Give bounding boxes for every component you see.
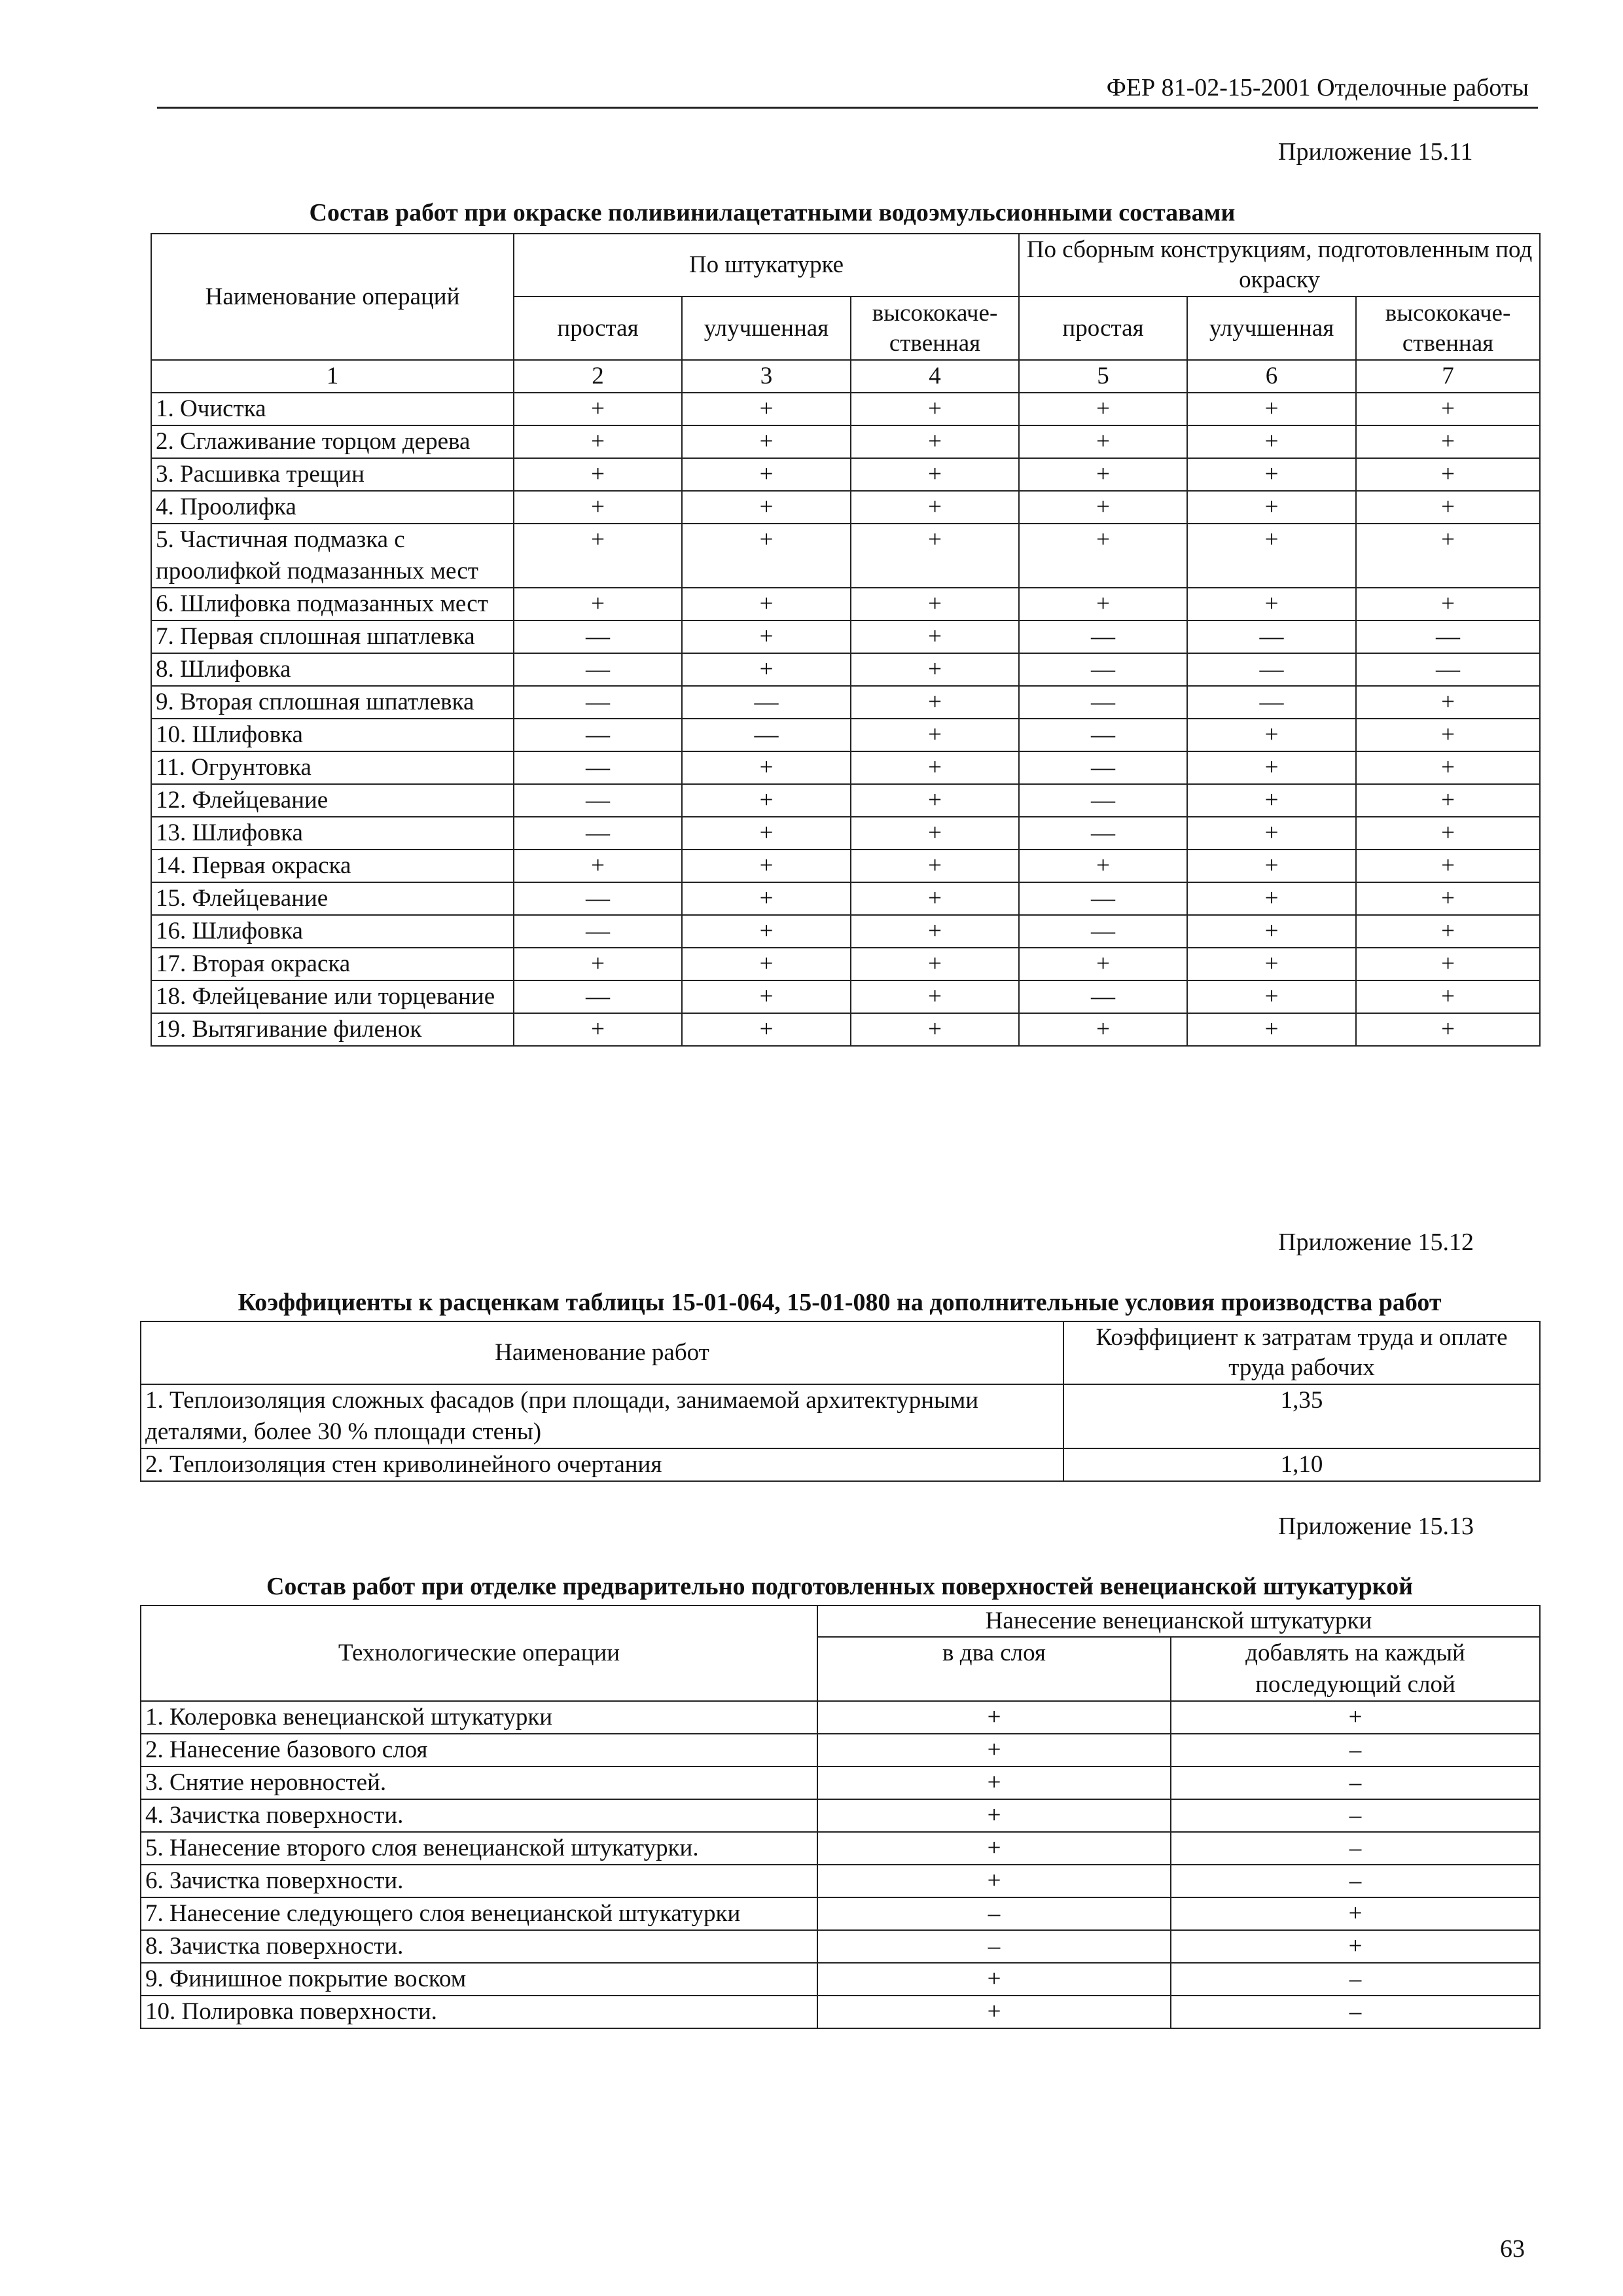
mark-cell: + <box>851 393 1019 425</box>
table-row <box>151 882 1540 915</box>
mark-cell: + <box>1356 850 1540 882</box>
mark-cell: — <box>1019 620 1187 653</box>
table-15-12 <box>140 1321 1541 1482</box>
mark-cell: + <box>1187 980 1356 1013</box>
col-group-prefab: По сборным конструкциям, подготовленным под окраску <box>1019 234 1540 296</box>
operation-name: 6. Шлифовка подмазанных мест <box>151 588 514 620</box>
mark-cell: + <box>851 524 1019 588</box>
mark-cell: + <box>1187 784 1356 817</box>
mark-cell: — <box>1187 686 1356 719</box>
mark-cell: + <box>1019 850 1187 882</box>
operation-name: 3. Снятие неровностей. <box>141 1767 817 1799</box>
table-row <box>151 686 1540 719</box>
operation-name: 4. Зачистка поверхности. <box>141 1799 817 1832</box>
mark-cell: + <box>851 817 1019 850</box>
mark-cell: + <box>1187 425 1356 458</box>
work-name: 2. Теплоизоляция стен криволинейного очертания <box>141 1448 1063 1481</box>
table-row <box>151 784 1540 817</box>
mark-cell: — <box>514 915 682 948</box>
mark-cell: + <box>851 1013 1019 1046</box>
mark-cell: + <box>1019 524 1187 588</box>
mark-cell: + <box>1019 425 1187 458</box>
operation-name: 3. Расшивка трещин <box>151 458 514 491</box>
table-15-11 <box>151 233 1541 1047</box>
table-15-11-caption: Состав работ при окраске поливинилацетатными водоэмульсионными составами <box>309 199 1236 226</box>
operation-name: 9. Вторая сплошная шпатлевка <box>151 686 514 719</box>
mark-cell: — <box>514 980 682 1013</box>
mark-cell: — <box>1356 653 1540 686</box>
mark-cell: + <box>1187 915 1356 948</box>
mark-cell: + <box>1356 588 1540 620</box>
mark-cell: + <box>1171 1897 1540 1930</box>
table-row <box>141 1701 1540 1734</box>
table-row <box>141 1996 1540 2028</box>
mark-cell: + <box>514 588 682 620</box>
table-row <box>151 620 1540 653</box>
header-divider <box>157 107 1538 109</box>
mark-cell: — <box>1187 653 1356 686</box>
column-number: 6 <box>1187 360 1356 393</box>
operation-name: 4. Проолифка <box>151 491 514 524</box>
mark-cell: + <box>682 620 851 653</box>
operation-name: 12. Флейцевание <box>151 784 514 817</box>
mark-cell: — <box>1019 882 1187 915</box>
table-15-13-caption: Состав работ при отделке предварительно подготовленных поверхностей венецианской штукатуркой <box>266 1573 1414 1600</box>
mark-cell: + <box>1187 1013 1356 1046</box>
mark-cell: – <box>1171 1767 1540 1799</box>
mark-cell: – <box>1171 1963 1540 1996</box>
table-15-13 <box>140 1605 1541 2029</box>
mark-cell: + <box>682 882 851 915</box>
mark-cell: — <box>1187 620 1356 653</box>
mark-cell: — <box>1019 751 1187 784</box>
mark-cell: + <box>851 980 1019 1013</box>
mark-cell: + <box>514 524 682 588</box>
mark-cell: — <box>514 751 682 784</box>
table-row <box>141 1448 1540 1481</box>
mark-cell: — <box>1019 980 1187 1013</box>
mark-cell: + <box>851 653 1019 686</box>
table-row <box>141 1963 1540 1996</box>
mark-cell: + <box>817 1865 1171 1897</box>
mark-cell: – <box>817 1930 1171 1963</box>
page-number: 63 <box>1500 2235 1525 2263</box>
operation-name: 8. Шлифовка <box>151 653 514 686</box>
mark-cell: + <box>851 588 1019 620</box>
mark-cell: + <box>682 850 851 882</box>
col-header-tech-operations: Технологические операции <box>141 1605 817 1701</box>
table-row <box>151 524 1540 588</box>
mark-cell: + <box>851 686 1019 719</box>
mark-cell: — <box>514 882 682 915</box>
mark-cell: + <box>817 1832 1171 1865</box>
mark-cell: + <box>1187 850 1356 882</box>
subheader-two-layers: в два слоя <box>817 1637 1171 1701</box>
mark-cell: + <box>1187 588 1356 620</box>
mark-cell: + <box>1356 784 1540 817</box>
mark-cell: + <box>1356 882 1540 915</box>
coefficient-value: 1,35 <box>1063 1384 1540 1448</box>
mark-cell: + <box>1187 524 1356 588</box>
column-number: 7 <box>1356 360 1540 393</box>
col-header-works: Наименование работ <box>141 1321 1063 1384</box>
mark-cell: + <box>1356 1013 1540 1046</box>
mark-cell: + <box>1356 393 1540 425</box>
mark-cell: + <box>817 1996 1171 2028</box>
mark-cell: + <box>851 882 1019 915</box>
mark-cell: – <box>1171 1996 1540 2028</box>
mark-cell: + <box>1356 980 1540 1013</box>
operation-name: 13. Шлифовка <box>151 817 514 850</box>
mark-cell: + <box>851 719 1019 751</box>
mark-cell: — <box>514 620 682 653</box>
mark-cell: + <box>682 751 851 784</box>
mark-cell: + <box>682 980 851 1013</box>
table-row <box>151 719 1540 751</box>
mark-cell: – <box>1171 1865 1540 1897</box>
mark-cell: + <box>1171 1930 1540 1963</box>
mark-cell: — <box>514 653 682 686</box>
mark-cell: + <box>514 458 682 491</box>
mark-cell: + <box>1019 588 1187 620</box>
mark-cell: — <box>514 817 682 850</box>
appendix-15-11-label: Приложение 15.11 <box>1278 138 1473 166</box>
table-row <box>141 1865 1540 1897</box>
operation-name: 7. Нанесение следующего слоя венецианской штукатурки <box>141 1897 817 1930</box>
coefficient-value: 1,10 <box>1063 1448 1540 1481</box>
mark-cell: + <box>682 588 851 620</box>
table-row <box>151 1013 1540 1046</box>
table-row <box>151 980 1540 1013</box>
col-group-venetian: Нанесение венецианской штукатурки <box>817 1605 1540 1637</box>
mark-cell: + <box>1019 491 1187 524</box>
operation-name: 6. Зачистка поверхности. <box>141 1865 817 1897</box>
table-row <box>141 1384 1540 1448</box>
mark-cell: + <box>514 491 682 524</box>
mark-cell: — <box>1019 686 1187 719</box>
mark-cell: + <box>682 784 851 817</box>
mark-cell: — <box>682 719 851 751</box>
table-row <box>151 915 1540 948</box>
mark-cell: – <box>817 1897 1171 1930</box>
mark-cell: – <box>1171 1734 1540 1767</box>
operation-name: 9. Финишное покрытие воском <box>141 1963 817 1996</box>
operation-name: 2. Сглаживание торцом дерева <box>151 425 514 458</box>
mark-cell: + <box>1187 491 1356 524</box>
subheader-cell: высококаче- ственная <box>1356 296 1540 360</box>
table-row <box>151 425 1540 458</box>
mark-cell: – <box>1171 1832 1540 1865</box>
mark-cell: + <box>1356 719 1540 751</box>
subheader-cell: простая <box>1019 296 1187 360</box>
mark-cell: + <box>817 1963 1171 1996</box>
mark-cell: + <box>1356 458 1540 491</box>
mark-cell: + <box>1019 393 1187 425</box>
mark-cell: + <box>1356 915 1540 948</box>
mark-cell: + <box>1019 948 1187 980</box>
mark-cell: + <box>817 1767 1171 1799</box>
table-row <box>151 393 1540 425</box>
mark-cell: + <box>682 393 851 425</box>
mark-cell: – <box>1171 1799 1540 1832</box>
mark-cell: + <box>1356 425 1540 458</box>
mark-cell: + <box>1187 393 1356 425</box>
table-row <box>151 850 1540 882</box>
mark-cell: + <box>682 817 851 850</box>
mark-cell: + <box>817 1799 1171 1832</box>
table-row <box>141 1734 1540 1767</box>
operation-name: 10. Полировка поверхности. <box>141 1996 817 2028</box>
operation-name: 15. Флейцевание <box>151 882 514 915</box>
mark-cell: + <box>851 458 1019 491</box>
mark-cell: — <box>1019 915 1187 948</box>
mark-cell: + <box>1356 817 1540 850</box>
document-header: ФЕР 81-02-15-2001 Отделочные работы <box>1106 74 1529 101</box>
operation-name: 1. Очистка <box>151 393 514 425</box>
mark-cell: + <box>851 784 1019 817</box>
operation-name: 2. Нанесение базового слоя <box>141 1734 817 1767</box>
mark-cell: + <box>817 1734 1171 1767</box>
mark-cell: + <box>682 524 851 588</box>
mark-cell: — <box>1019 817 1187 850</box>
table-row <box>141 1799 1540 1832</box>
subheader-each-next-layer: добавлять на каждый последующий слой <box>1171 1637 1540 1701</box>
table-row <box>141 1767 1540 1799</box>
table-row <box>151 751 1540 784</box>
table-row <box>151 491 1540 524</box>
mark-cell: + <box>682 915 851 948</box>
mark-cell: + <box>514 425 682 458</box>
mark-cell: + <box>682 458 851 491</box>
subheader-cell: улучшенная <box>1187 296 1356 360</box>
table-row <box>151 653 1540 686</box>
mark-cell: + <box>682 1013 851 1046</box>
mark-cell: + <box>682 491 851 524</box>
operation-name: 19. Вытягивание филенок <box>151 1013 514 1046</box>
mark-cell: — <box>514 686 682 719</box>
mark-cell: + <box>1171 1701 1540 1734</box>
mark-cell: + <box>514 948 682 980</box>
operation-name: 5. Нанесение второго слоя венецианской штукатурки. <box>141 1832 817 1865</box>
mark-cell: + <box>1019 458 1187 491</box>
mark-cell: + <box>514 393 682 425</box>
operation-name: 17. Вторая окраска <box>151 948 514 980</box>
mark-cell: + <box>1187 948 1356 980</box>
table-15-12-caption: Коэффициенты к расценкам таблицы 15-01-064, 15-01-080 на дополнительные условия производства работ <box>238 1289 1442 1316</box>
operation-name: 1. Колеровка венецианской штукатурки <box>141 1701 817 1734</box>
subheader-cell: простая <box>514 296 682 360</box>
mark-cell: — <box>1019 719 1187 751</box>
column-number: 4 <box>851 360 1019 393</box>
mark-cell: — <box>514 719 682 751</box>
mark-cell: — <box>1356 620 1540 653</box>
mark-cell: + <box>1356 751 1540 784</box>
appendix-15-13-label: Приложение 15.13 <box>1278 1513 1474 1540</box>
operation-name: 10. Шлифовка <box>151 719 514 751</box>
table-row <box>151 817 1540 850</box>
mark-cell: + <box>851 948 1019 980</box>
mark-cell: + <box>514 1013 682 1046</box>
column-number: 5 <box>1019 360 1187 393</box>
table-row <box>151 948 1540 980</box>
mark-cell: — <box>1019 784 1187 817</box>
subheader-cell: улучшенная <box>682 296 851 360</box>
table-row <box>151 588 1540 620</box>
operation-name: 8. Зачистка поверхности. <box>141 1930 817 1963</box>
subheader-cell: высококаче- ственная <box>851 296 1019 360</box>
operation-name: 5. Частичная подмазка с проолифкой подмазанных мест <box>151 524 514 588</box>
column-number: 1 <box>151 360 514 393</box>
table-row <box>141 1930 1540 1963</box>
mark-cell: + <box>851 491 1019 524</box>
work-name: 1. Теплоизоляция сложных фасадов (при площади, занимаемой архитектурными деталями, более 30 % площади стены) <box>141 1384 1063 1448</box>
mark-cell: + <box>851 425 1019 458</box>
mark-cell: + <box>1187 751 1356 784</box>
column-number: 3 <box>682 360 851 393</box>
appendix-15-12-label: Приложение 15.12 <box>1278 1229 1474 1256</box>
mark-cell: + <box>1187 882 1356 915</box>
mark-cell: + <box>682 948 851 980</box>
mark-cell: + <box>817 1701 1171 1734</box>
mark-cell: — <box>1019 653 1187 686</box>
table-row <box>141 1832 1540 1865</box>
mark-cell: + <box>1187 817 1356 850</box>
col-header-coefficient: Коэффициент к затратам труда и оплате труда рабочих <box>1063 1321 1540 1384</box>
table-row <box>151 458 1540 491</box>
mark-cell: + <box>1187 719 1356 751</box>
operation-name: 18. Флейцевание или торцевание <box>151 980 514 1013</box>
mark-cell: + <box>851 850 1019 882</box>
column-number: 2 <box>514 360 682 393</box>
mark-cell: + <box>851 620 1019 653</box>
mark-cell: + <box>1356 491 1540 524</box>
mark-cell: + <box>851 915 1019 948</box>
mark-cell: + <box>1356 948 1540 980</box>
col-header-operations: Наименование операций <box>151 234 514 360</box>
operation-name: 14. Первая окраска <box>151 850 514 882</box>
mark-cell: + <box>682 425 851 458</box>
mark-cell: + <box>1019 1013 1187 1046</box>
mark-cell: + <box>682 653 851 686</box>
operation-name: 11. Огрунтовка <box>151 751 514 784</box>
operation-name: 16. Шлифовка <box>151 915 514 948</box>
mark-cell: + <box>514 850 682 882</box>
mark-cell: — <box>682 686 851 719</box>
col-group-plaster: По штукатурке <box>514 234 1019 296</box>
mark-cell: + <box>1356 524 1540 588</box>
table-row <box>141 1897 1540 1930</box>
mark-cell: + <box>1356 686 1540 719</box>
mark-cell: + <box>851 751 1019 784</box>
mark-cell: — <box>514 784 682 817</box>
operation-name: 7. Первая сплошная шпатлевка <box>151 620 514 653</box>
mark-cell: + <box>1187 458 1356 491</box>
